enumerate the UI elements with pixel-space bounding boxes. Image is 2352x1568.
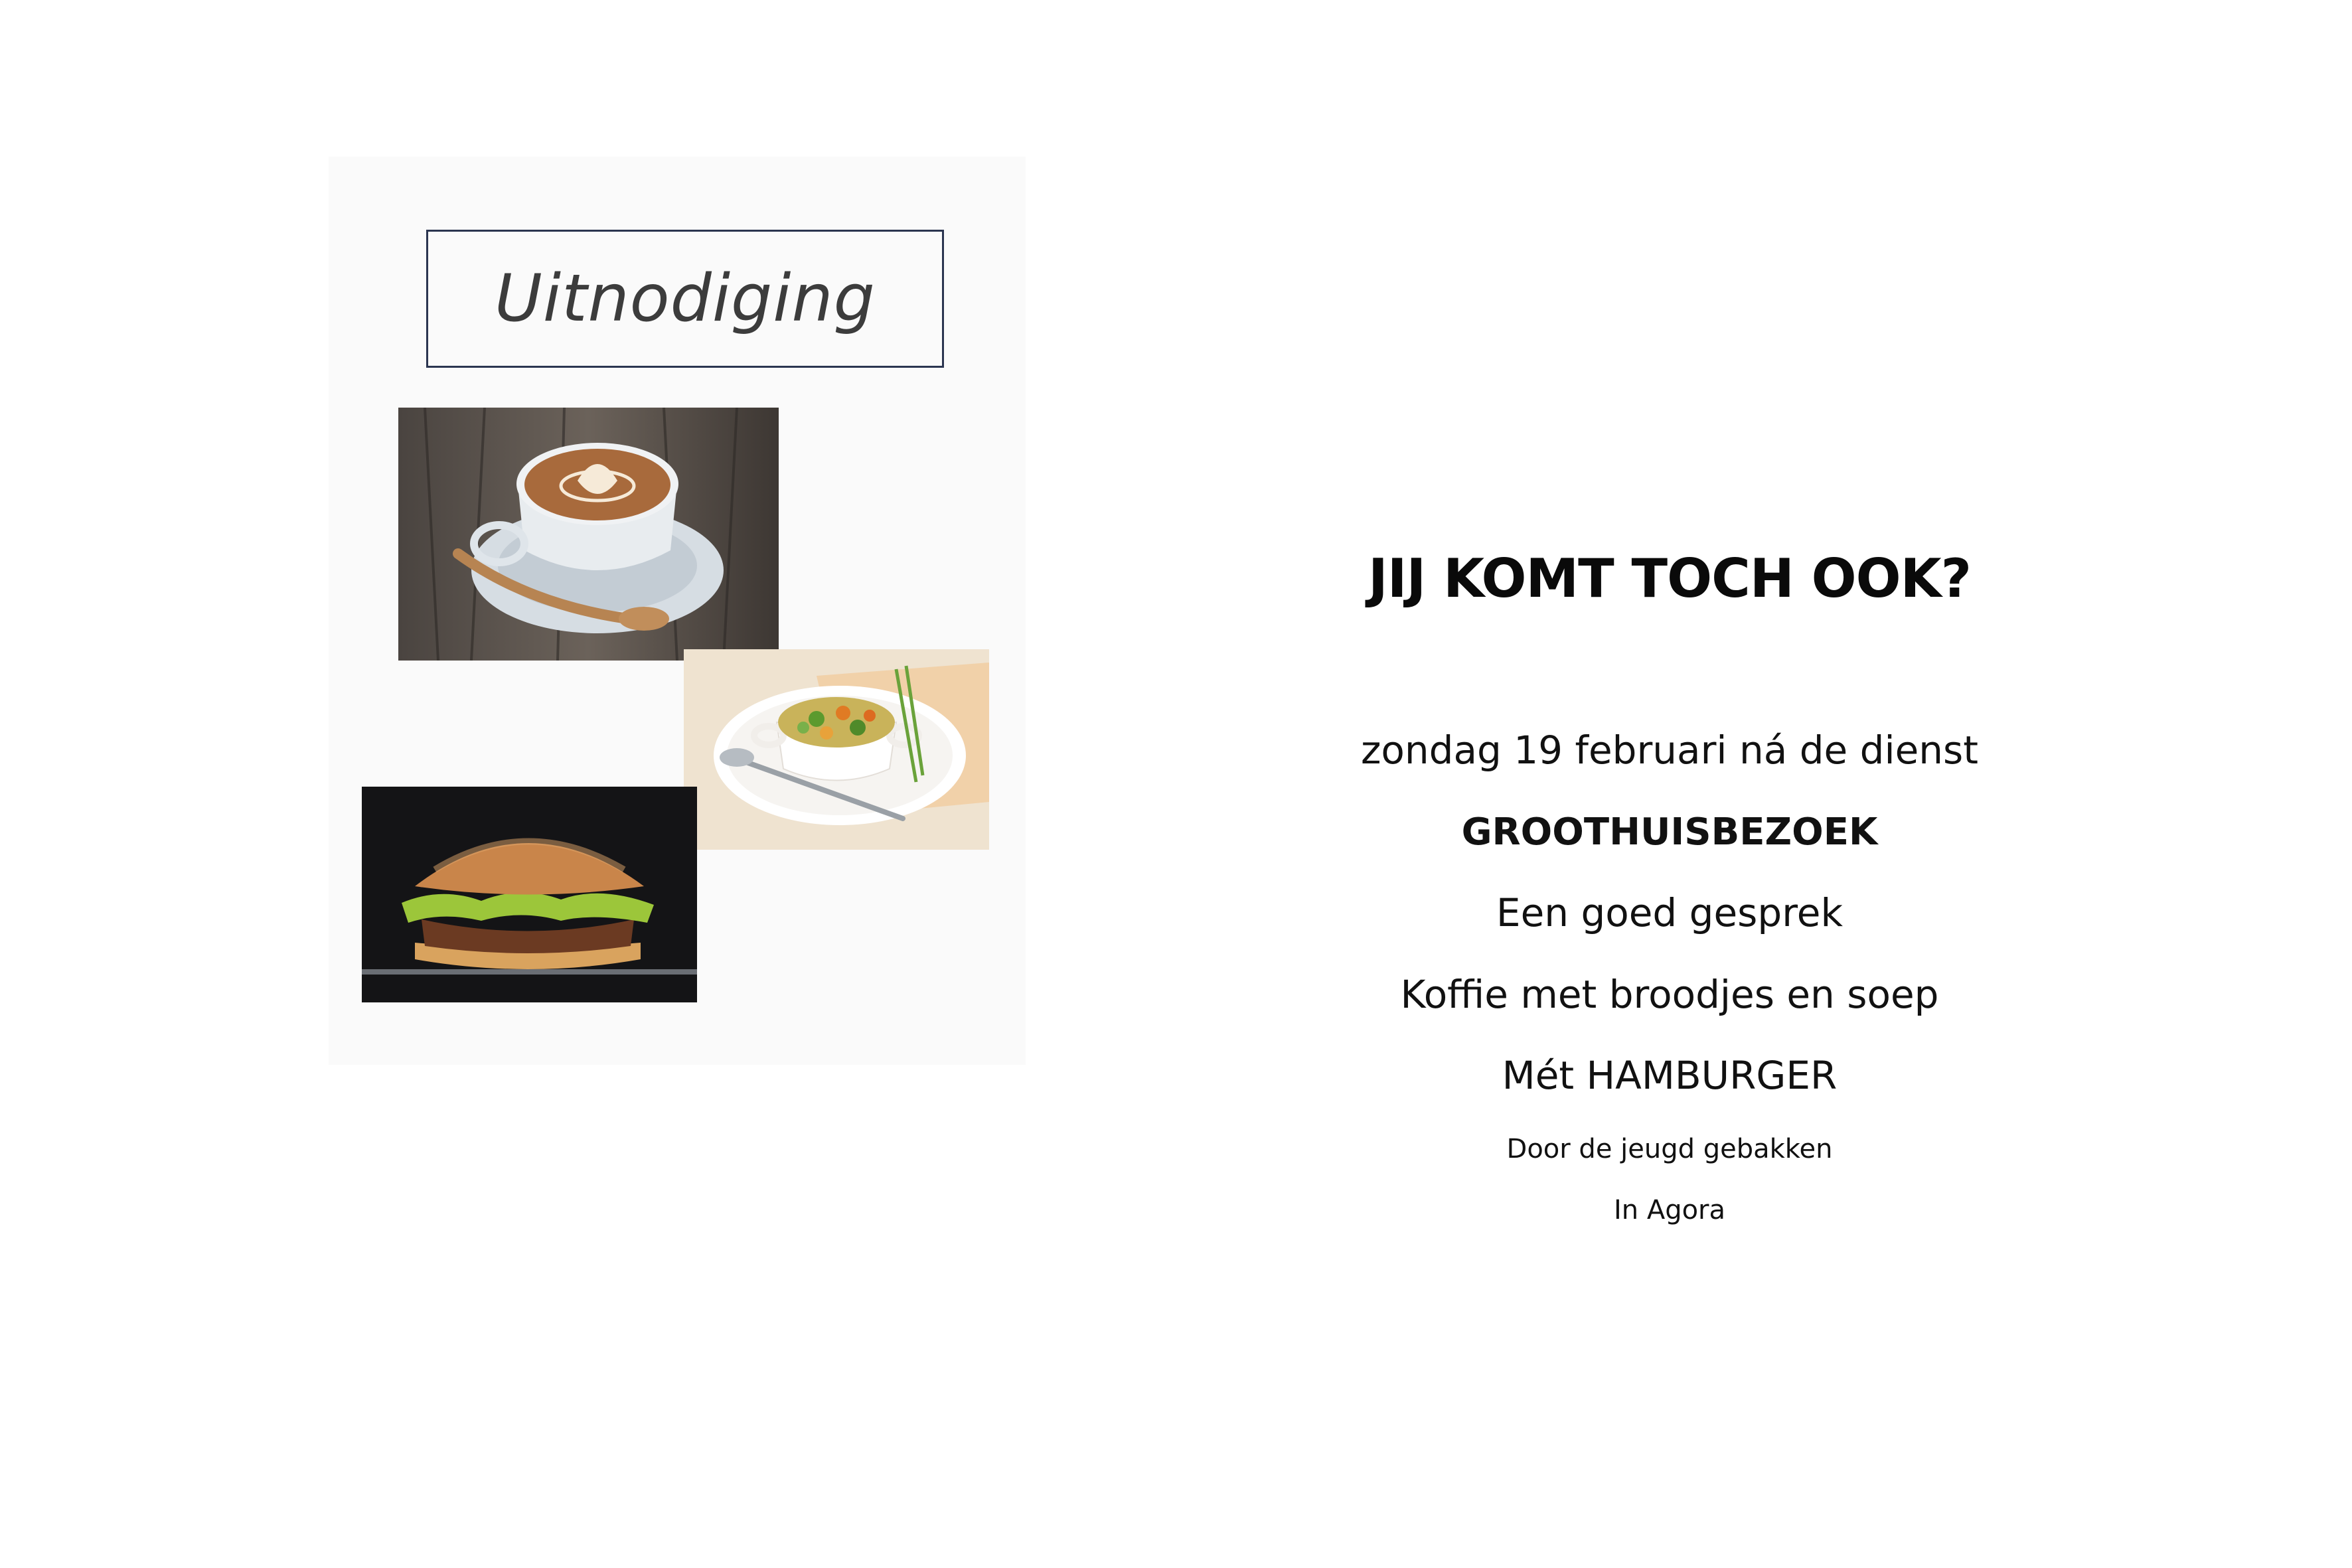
youth-line: Door de jeugd gebakken (1506, 1134, 1833, 1164)
burger-line: Mét HAMBURGER (1502, 1053, 1838, 1098)
invite-heading: JIJ KOMT TOCH OOK? (1368, 548, 1972, 609)
hamburger-icon (362, 787, 697, 1002)
coffee-photo (398, 408, 779, 661)
food-line: Koffie met broodjes en soep (1400, 972, 1939, 1017)
latte-cup-icon (398, 408, 779, 661)
card-title: Uitnodiging (495, 261, 876, 337)
event-name: GROOTHUISBEZOEK (1461, 811, 1878, 854)
soup-photo (684, 649, 989, 850)
date-line: zondag 19 februari ná de dienst (1360, 728, 1978, 773)
burger-photo (362, 787, 697, 1002)
conversation-line: Een goed gesprek (1496, 890, 1843, 935)
location-line: In Agora (1613, 1195, 1726, 1225)
title-box (426, 230, 944, 368)
soup-bowl-icon (684, 649, 989, 850)
